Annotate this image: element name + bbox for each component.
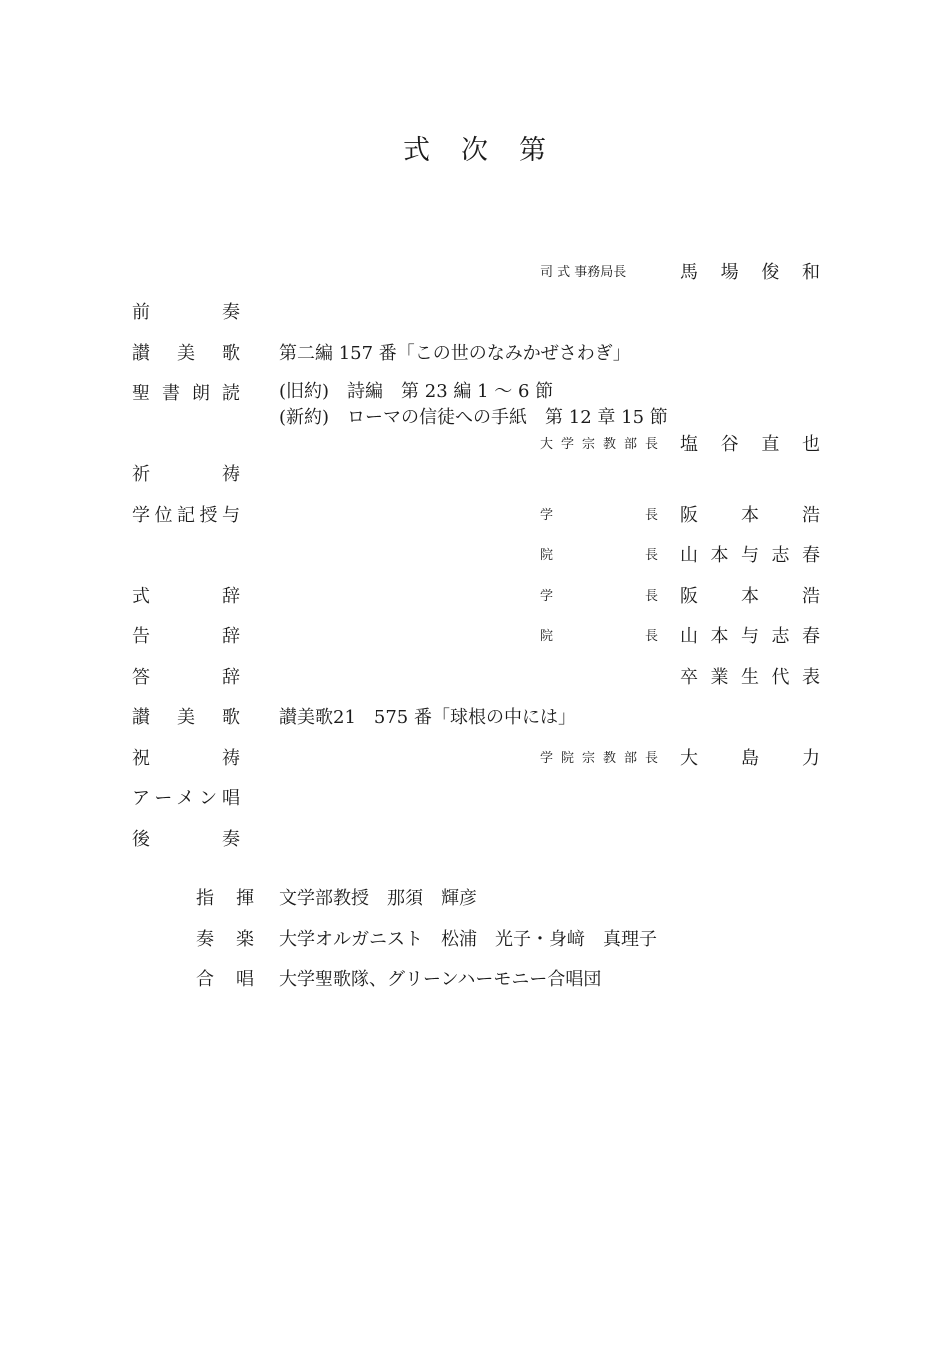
item-name-degree-president: 阪本浩 <box>680 505 820 526</box>
credit-value-organist: 大学オルガニスト 松浦 光子・身﨑 真理子 <box>279 929 657 950</box>
item-label-postlude: 後奏 <box>132 829 240 850</box>
item-desc-hymn-1: 第二編 157 番「この世のなみかぜさわぎ」 <box>279 343 631 364</box>
item-role-degree-president: 学長 <box>540 508 658 523</box>
item-name-scripture: 塩谷直也 <box>680 434 820 455</box>
item-label-address: 式辞 <box>132 586 240 607</box>
item-name-benediction: 大島力 <box>680 748 820 769</box>
item-role-address: 学長 <box>540 589 658 604</box>
item-name-reply: 卒業生代表 <box>680 667 820 688</box>
item-label-amen: アーメン唱 <box>132 788 240 809</box>
item-name-degree-chancellor: 山本与志春 <box>680 545 820 566</box>
item-desc-new-testament: (新約) ローマの信徒への手紙 第 12 章 15 節 <box>279 407 668 428</box>
item-desc-hymn-2: 讃美歌21 575 番「球根の中には」 <box>279 707 576 728</box>
item-role-benediction: 学院宗教部長 <box>540 751 658 766</box>
credit-label-organist: 奏楽 <box>196 929 254 950</box>
item-role-scripture: 大学宗教部長 <box>540 437 658 452</box>
item-label-prayer: 祈祷 <box>132 464 240 485</box>
page-title: 式 次 第 <box>403 135 548 166</box>
item-name-message: 山本与志春 <box>680 626 820 647</box>
item-desc-old-testament: (旧約) 詩編 第 23 編 1 ～ 6 節 <box>279 381 554 402</box>
item-name-address: 阪本浩 <box>680 586 820 607</box>
officiant-role: 司 式 事務局長 <box>540 265 627 280</box>
credit-value-conductor: 文学部教授 那須 輝彦 <box>279 888 477 909</box>
credit-label-conductor: 指揮 <box>196 888 254 909</box>
item-label-message: 告辞 <box>132 626 240 647</box>
officiant-name: 馬場俊和 <box>680 262 820 283</box>
item-label-degree-conferral: 学位記授与 <box>132 505 240 526</box>
item-label-scripture: 聖書朗読 <box>132 383 240 404</box>
item-label-hymn-1: 讃美歌 <box>132 343 240 364</box>
item-label-hymn-2: 讃美歌 <box>132 707 240 728</box>
credit-label-choir: 合唱 <box>196 969 254 990</box>
item-label-reply: 答辞 <box>132 667 240 688</box>
item-role-degree-chancellor: 院長 <box>540 548 658 563</box>
item-label-benediction: 祝祷 <box>132 748 240 769</box>
item-label-prelude: 前奏 <box>132 302 240 323</box>
credit-value-choir: 大学聖歌隊、グリーンハーモニー合唱団 <box>279 969 602 990</box>
item-role-message: 院長 <box>540 629 658 644</box>
